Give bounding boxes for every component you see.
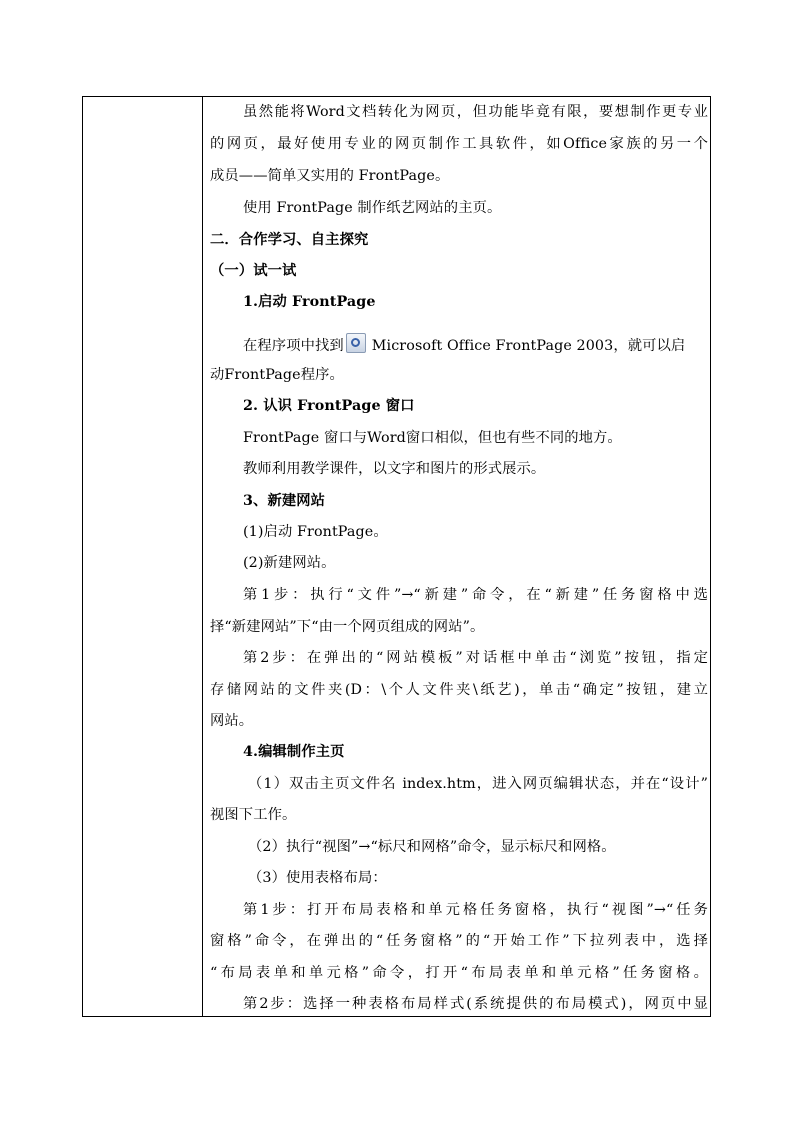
- paragraph-line: 存储网站的文件夹(D：\个人文件夹\纸艺)，单击“确定”按钮，建立: [210, 682, 708, 698]
- paragraph-line: 第1步：执行“文件”→“新建”命令，在“新建”任务窗格中选: [243, 587, 708, 603]
- paragraph-line: 动FrontPage程序。: [210, 367, 344, 383]
- paragraph-line: “布局表单和单元格”命令，打开“布局表单和单元格”任务窗格。: [210, 965, 708, 981]
- paragraph-line: 虽然能将Word文档转化为网页，但功能毕竟有限，要想制作更专业: [243, 104, 708, 120]
- paragraph-line: 教师利用教学课件，以文字和图片的形式展示。: [243, 461, 546, 477]
- table-left-column: [83, 97, 203, 1016]
- step-heading: 4.编辑制作主页: [243, 744, 345, 760]
- paragraph-line: 的网页，最好使用专业的网页制作工具软件，如Office家族的另一个: [210, 136, 708, 152]
- paragraph-line: 成员——简单又实用的 FrontPage。: [210, 168, 450, 184]
- paragraph-line: [210, 333, 708, 356]
- paragraph-line: （3）使用表格布局：: [248, 870, 387, 886]
- frontpage-app-icon: [346, 333, 366, 353]
- subsection-heading: （一）试一试: [210, 263, 297, 279]
- step-heading: 3、新建网站: [243, 493, 326, 509]
- table-content-cell: [204, 97, 710, 1016]
- paragraph-line: 网站。: [210, 713, 254, 729]
- paragraph-line: 第2步：在弹出的“网站模板”对话框中单击“浏览”按钮，指定: [243, 650, 708, 666]
- paragraph-line: (1)启动 FrontPage。: [243, 524, 388, 540]
- paragraph-line: (2)新建网站。: [243, 555, 336, 571]
- paragraph-line: （2）执行“视图”→“标尺和网格”命令，显示标尺和网格。: [248, 839, 616, 855]
- paragraph-line: （1）双击主页文件名 index.htm，进入网页编辑状态，并在“设计”: [248, 776, 708, 792]
- paragraph-text: 在程序项中找到: [243, 338, 344, 354]
- paragraph-line: 第1步：打开布局表格和单元格任务窗格，执行“视图”→“任务: [243, 902, 708, 918]
- paragraph-text: Microsoft Office FrontPage 2003，就可以启: [371, 338, 686, 354]
- paragraph-line: 视图下工作。: [210, 807, 297, 823]
- paragraph-line: FrontPage 窗口与Word窗口相似，但也有些不同的地方。: [243, 430, 622, 446]
- paragraph-line: 使用 FrontPage 制作纸艺网站的主页。: [243, 200, 502, 216]
- document-table: [82, 96, 711, 1017]
- paragraph-line: 择“新建网站”下“由一个网页组成的网站”。: [210, 619, 485, 635]
- section-heading: 二．合作学习、自主探究: [210, 232, 369, 248]
- step-heading: 1.启动 FrontPage: [243, 294, 376, 310]
- paragraph-line: 窗格”命令，在弹出的“任务窗格”的“开始工作”下拉列表中，选择: [210, 933, 708, 949]
- step-heading: 2. 认识 FrontPage 窗口: [243, 398, 415, 414]
- paragraph-line: 第2步：选择一种表格布局样式(系统提供的布局模式)，网页中显: [243, 996, 708, 1012]
